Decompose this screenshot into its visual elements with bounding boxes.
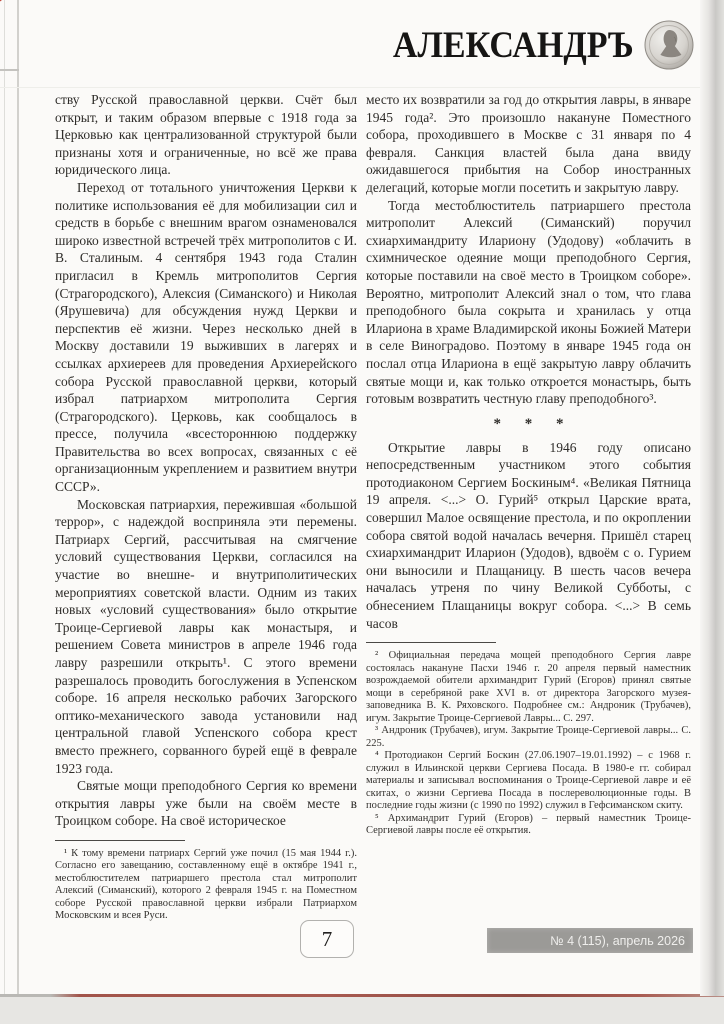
paragraph: Московская патриархия, пережившая «большой террор», с надеждой восприняла эти перемены. Патриарх Сергий, рассчитывая на смягчение условий существования Церкви, согласился на участие во внешне- и внутриполитических мероприятиях советской власти. Одним из таких новых «условий существования» было открытие Троице-Сергиевой лавры как монастыря, и решением Совета министров в апреле 1946 года лавру разрешили открыть¹. С этого времени разрешалось проводить богослужения в Успенском соборе. 16 апреля несколько рабочих Загорского оптико-механического завода установили над центральной главой Успенского собора крест вместо прежнего, сорванного бурей ещё в феврале 1923 года. <box>55 496 357 776</box>
footnote-5: ⁵ Архимандрит Гурий (Егоров) – первый наместник Троице-Сергиевой лавры после её открытия. <box>366 812 691 837</box>
magazine-title: АЛЕКСАНДРЪ <box>393 24 634 66</box>
page-number-value: 7 <box>321 926 333 951</box>
page-edge-shadow <box>700 0 724 996</box>
footnote-rule <box>366 642 496 643</box>
right-column <box>366 91 691 838</box>
paragraph: Открытие лавры в 1946 году описано непосредственным участником этого события протодиаконом Сергием Боскиным⁴. «Великая Пятница 19 апреля. <...> О. Гурий⁵ открыл Царские врата, совершил Малое освящение престола, и по окроплении собора святой водой началась вечерня. Пришёл старец схиархимандрит Иларион (Удодов), вдвоём с о. Гурием они выносили и Плащаницу. В шесть часов вечера началась утреня по чину Великой Субботы, с обнесением Плащаницы вокруг собора. <...> В семь часов <box>366 439 691 631</box>
footnote-2: ² Официальная передача мощей преподобного Сергия лавре состоялась накануне Пасхи 1946 г. 20 апреля первый наместник возрождаемой обители архимандрит Гурий (Егоров) принял святые мощи в серебряной раке XVI в. от директора Загорского музея-заповедника В. К. Ряховского. Подробнее см.: Андроник (Трубачев), игум. Закрытие Троице-Сергиевой Лавры... С. 297. <box>366 650 691 724</box>
paragraph: Тогда местоблюститель патриаршего престола митрополит Алексий (Симанский) поручил схиархимандриту Илариону (Удодову) «облачить в схимническое одеяние мощи преподобного Сергия, которые поставили на своё место в Троицком соборе». Вероятно, митрополит Алексий знал о том, что глава преподобного была сокрыта и хранилась у отца Илариона в храме Владимирской иконы Божией Матери в селе Виноградово. Поэтому в январе 1945 года он послал отца Илариона в ещё закрытую лавру облачить святые мощи и, как только откроется монастырь, быть готовым возвратить честную главу преподобного³. <box>366 197 691 407</box>
scan-edge-line <box>4 0 5 996</box>
section-separator: * * * <box>493 415 574 432</box>
right-footnotes <box>366 642 691 838</box>
issue-label: № 4 (115), апрель 2026 <box>550 933 685 948</box>
paragraph: ству Русской православной церкви. Счёт был открыт, и таким образом впервые с 1918 года за Церковью как централизованной структурой были признаны хотя и ограниченные, но всё же права юридического лица. <box>55 92 357 178</box>
page-number <box>300 920 354 958</box>
footnote-3: ³ Андроник (Трубачев), игум. Закрытие Троице-Сергиевой лавры... С. 225. <box>366 725 691 749</box>
footnote-1: ¹ К тому времени патриарх Сергий уже почил (15 мая 1944 г.). Согласно его завещанию, составленному ещё в октябре 1941 г., местоблюстителем патриаршего престола стал митрополит Алексий (Симанский), которого 2 февраля 1945 г. на Поместном соборе Русской православной церкви избрали Патриархом Московским и всея Руси. <box>55 847 357 922</box>
header-rule <box>0 87 724 88</box>
footnote-4: ⁴ Протодиакон Сергий Боскин (27.06.1907–19.01.1992) – с 1968 г. служил в Ильинской церкви Сергиева Посада. В 1980-е гг. собирал материалы и записывал воспоминания о Троице-Сергиевой лавре и её скитах, о жизни Сергиева Посада в послереволюционные годы. В последние годы жизни (с 1990 по 1992) служил в Гефсиманском скиту. <box>366 750 691 812</box>
paragraph: Переход от тотального уничтожения Церкви к политике использования её для мобилизации сил и средств в борьбе с внешним врагом ознаменовался широко известной встречей трёх митрополитов с И. В. Сталиным. 4 сентября 1943 года Сталин пригласил в Кремль митрополитов Сергия (Страгородского), Алексия (Симанского) и Николая (Ярушевича) для обсуждения нужд Церкви и перспектив её жизни. Через несколько дней в Москву доставили 19 выживших в лагерях и ссылках архиереев для проведения Архиерейского собора Русской православной церкви, который избрал патриархом митрополита Сергия (Страгородского). Церковь, как сообщалось в прессе, получила «всестороннюю поддержку Правительства во всех вопросах, связанных с её организационным укреплением и развитием внутри СССР». <box>55 179 357 495</box>
page-header <box>0 14 694 76</box>
paragraph: место их возвратили за год до открытия лавры, в январе 1945 года². Это произошло накануне Поместного собора, проходившего в Москве с 31 января по 4 февраля. Санкция властей была дана ввиду ожидавшегося прибытия на Собор иностранных делегаций, которые могли посетить и закрытую лавру. <box>366 92 691 195</box>
scan-edge-line <box>17 0 19 996</box>
scanner-background <box>0 997 724 1024</box>
issue-bar <box>487 928 693 953</box>
footnote-rule <box>55 840 185 841</box>
portrait-medallion-icon <box>644 20 694 70</box>
red-corner-mark <box>0 0 11 3</box>
left-column <box>55 91 357 923</box>
left-footnotes <box>55 840 357 923</box>
paragraph: Святые мощи преподобного Сергия ко времени открытия лавры уже были на своём месте в Троицком соборе. На своё историческое <box>55 778 357 829</box>
